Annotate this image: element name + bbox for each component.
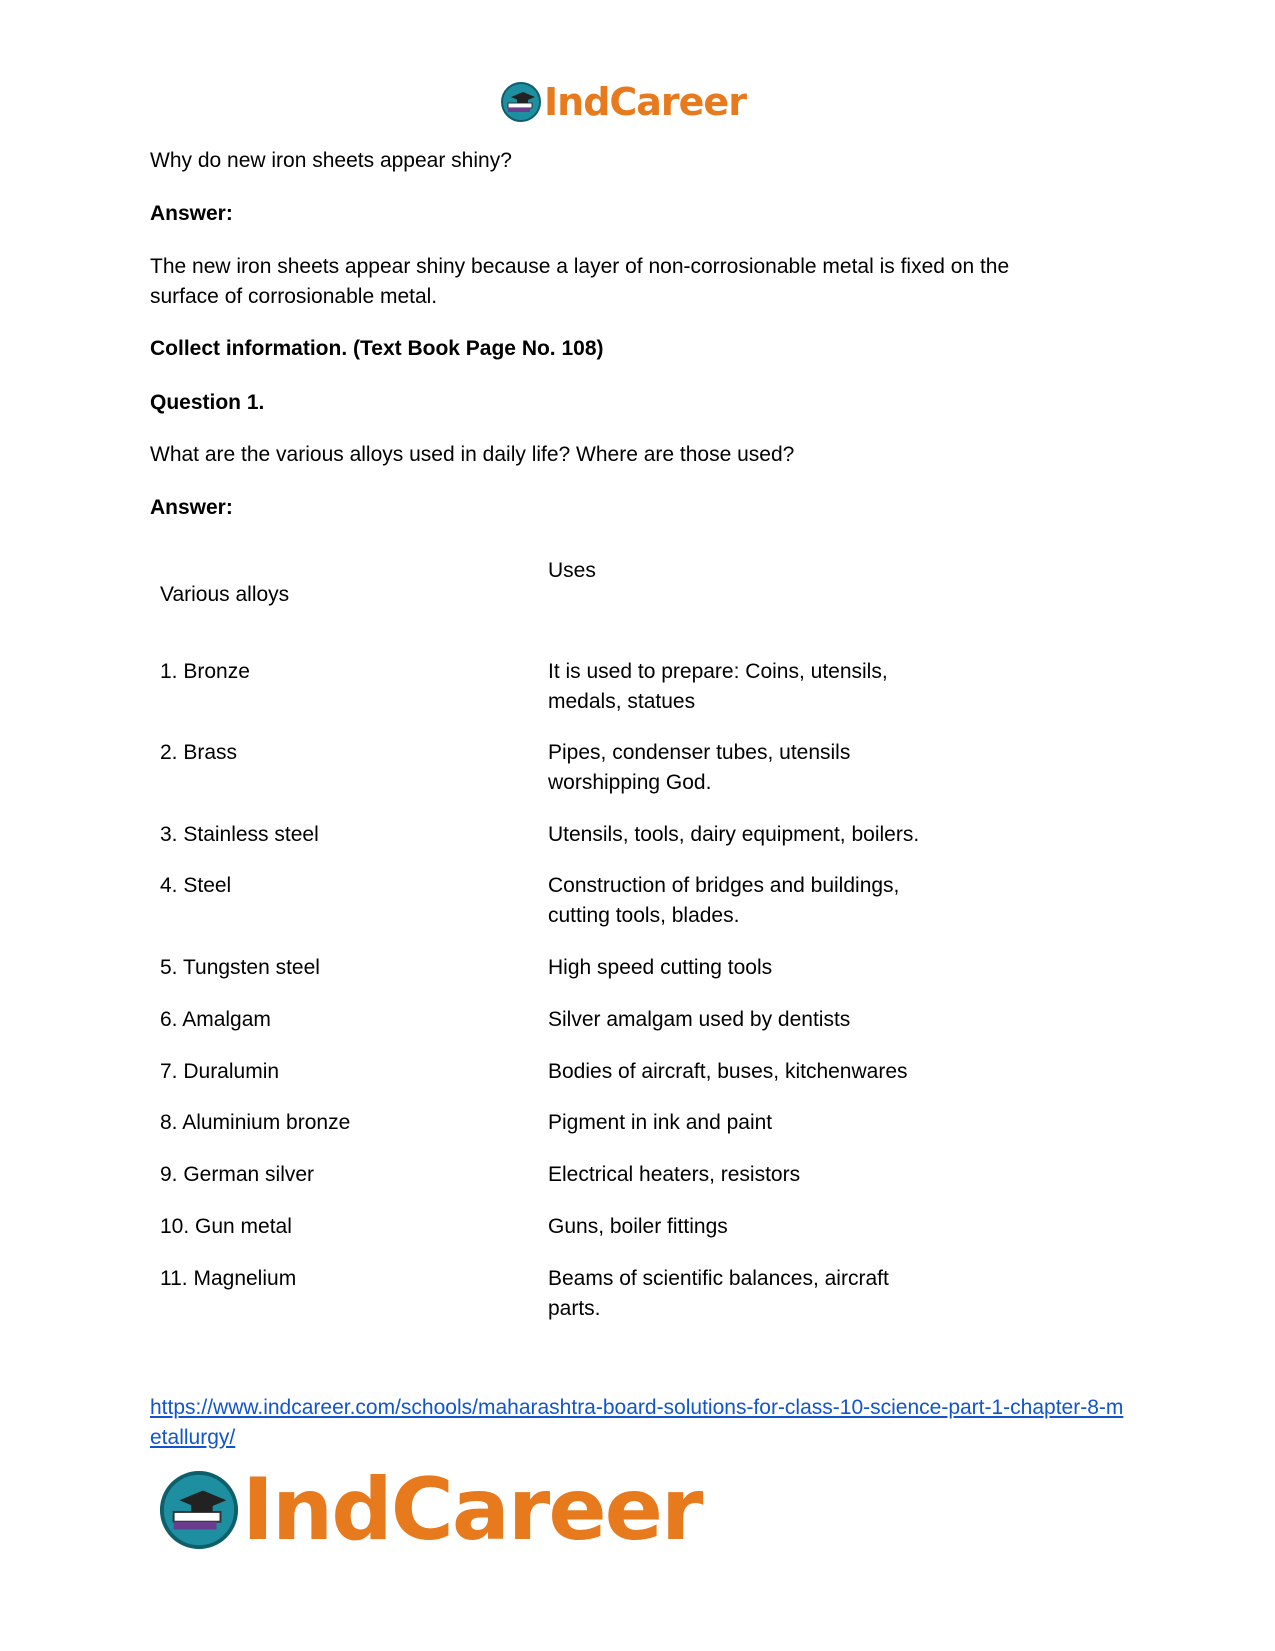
table-cell-use: Silver amalgam used by dentists <box>548 1008 851 1031</box>
table-cell-use: Construction of bridges and buildings, cutting tools, blades. <box>548 874 900 927</box>
table-cell-use: Beams of scientific balances, aircraft parts. <box>548 1267 889 1320</box>
table-cell-use: High speed cutting tools <box>548 956 773 979</box>
table-cell-use: Utensils, tools, dairy equipment, boilers. <box>548 823 920 846</box>
table-cell-use: Pipes, condenser tubes, utensils worshipping God. <box>548 741 851 794</box>
table-cell-use: Guns, boiler fittings <box>548 1215 728 1238</box>
globe-book-icon <box>500 81 542 123</box>
answer-label: Answer: <box>150 496 233 519</box>
question-alloys: What are the various alloys used in daily life? Where are those used? <box>150 443 795 466</box>
answer-text-line-1: The new iron sheets appear shiny because a layer of non-corrosionable metal is fixed on the <box>150 255 1010 278</box>
indcareer-logo-bottom <box>158 1460 701 1560</box>
table-cell-alloy: 2. Brass <box>160 741 238 764</box>
table-cell-use: Pigment in ink and paint <box>548 1111 773 1134</box>
question-shiny: Why do new iron sheets appear shiny? <box>150 149 512 172</box>
table-cell-alloy: 10. Gun metal <box>160 1215 292 1238</box>
table-cell-alloy: 8. Aluminium bronze <box>160 1111 351 1134</box>
source-link[interactable]: https://www.indcareer.com/schools/maharashtra-board-solutions-for-class-10-science-part-1-chapter-8-metallurgy/ <box>150 1396 1124 1449</box>
section-heading: Collect information. (Text Book Page No. 108) <box>150 337 604 360</box>
indcareer-logo-top <box>500 80 746 124</box>
table-header-uses: Uses <box>548 559 596 582</box>
table-cell-use: Bodies of aircraft, buses, kitchenwares <box>548 1060 908 1083</box>
globe-book-icon <box>158 1469 240 1551</box>
table-cell-alloy: 11. Magnelium <box>160 1267 297 1290</box>
table-cell-alloy: 4. Steel <box>160 874 232 897</box>
table-cell-alloy: 3. Stainless steel <box>160 823 319 846</box>
table-header-alloys: Various alloys <box>160 583 290 606</box>
table-cell-alloy: 1. Bronze <box>160 660 250 683</box>
answer-text-line-2: surface of corrosionable metal. <box>150 285 438 308</box>
logo-wordmark: IndCareer <box>544 80 746 124</box>
table-cell-alloy: 9. German silver <box>160 1163 315 1186</box>
table-cell-alloy: 7. Duralumin <box>160 1060 280 1083</box>
logo-wordmark: IndCareer <box>242 1460 702 1560</box>
question-label: Question 1. <box>150 391 265 414</box>
table-cell-alloy: 5. Tungsten steel <box>160 956 320 979</box>
answer-label: Answer: <box>150 202 233 225</box>
table-cell-alloy: 6. Amalgam <box>160 1008 271 1031</box>
table-cell-use: It is used to prepare: Coins, utensils, medals, statues <box>548 660 888 713</box>
table-cell-use: Electrical heaters, resistors <box>548 1163 801 1186</box>
